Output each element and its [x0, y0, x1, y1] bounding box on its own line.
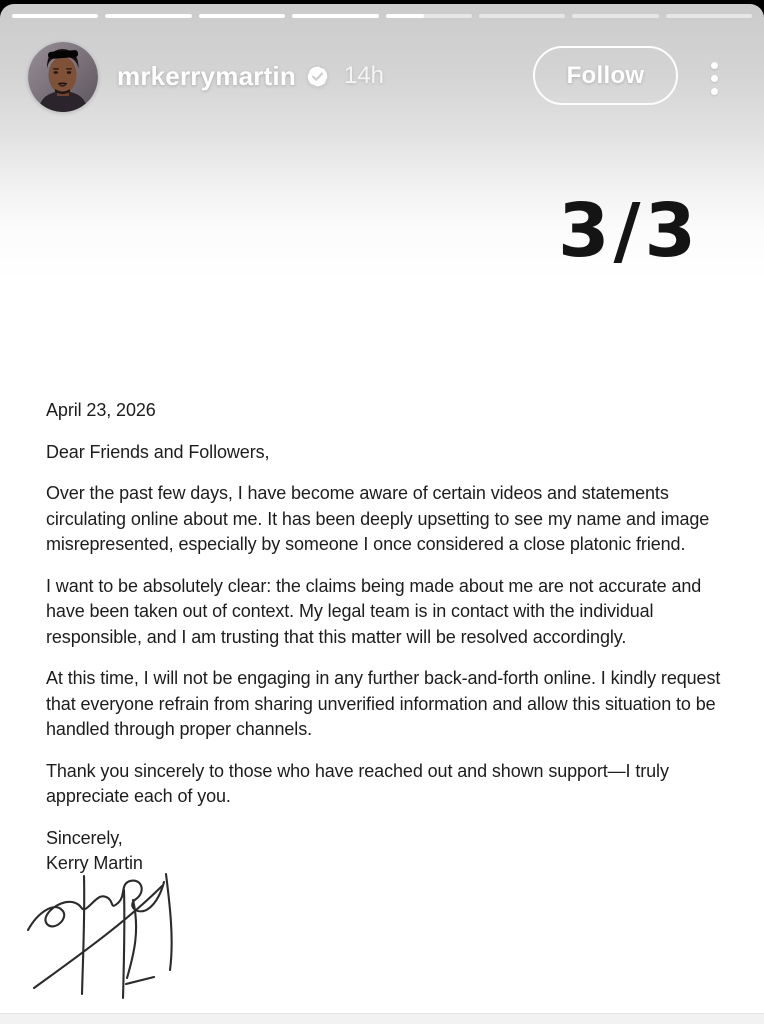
page-indicator: 3/3 — [557, 188, 700, 274]
progress-segment — [292, 14, 378, 18]
verified-badge-icon — [305, 64, 330, 89]
letter-paragraph: I want to be absolutely clear: the claims being made about me are not accurate and have been taken out of context. My legal team is in contact with the individual responsible, and I am trusting that this matter will be resolved accordingly. — [46, 575, 702, 647]
progress-segment — [386, 14, 472, 18]
story-timestamp: 14h — [343, 62, 384, 89]
bottom-divider — [0, 1013, 764, 1024]
progress-fill — [386, 14, 425, 18]
more-options-icon[interactable] — [705, 59, 723, 97]
progress-fill — [105, 14, 191, 18]
progress-segment — [572, 14, 658, 18]
progress-segment — [12, 14, 98, 18]
progress-segment — [666, 14, 752, 18]
progress-fill — [292, 14, 378, 18]
signoff-word: Sincerely, — [46, 827, 123, 848]
dot — [711, 62, 718, 69]
letter-salutation: Dear Friends and Followers, — [46, 441, 270, 462]
progress-segment — [199, 14, 285, 18]
signature-name: Kerry Martin — [46, 853, 143, 873]
username[interactable]: mrkerrymartin — [117, 60, 296, 91]
progress-fill — [12, 14, 98, 18]
statement-letter — [46, 398, 744, 877]
avatar-photo — [28, 42, 98, 112]
progress-segment — [479, 14, 565, 18]
letter-date: April 23, 2026 — [46, 400, 156, 420]
dot — [711, 75, 718, 82]
story-progress-bar — [12, 14, 752, 18]
follow-button[interactable]: Follow — [533, 46, 678, 105]
avatar[interactable] — [28, 42, 98, 112]
progress-fill — [199, 14, 285, 18]
dot — [711, 88, 718, 95]
letter-paragraph: Over the past few days, I have become aware of certain videos and statements circulating online about me. It has been deeply upsetting to see my name and image misrepresented, especially by someone I once considered a close platonic friend. — [46, 483, 710, 554]
handwritten-signature-icon — [14, 860, 176, 1012]
story-canvas[interactable] — [0, 4, 764, 1024]
story-header — [117, 59, 384, 93]
progress-segment — [105, 14, 191, 18]
letter-paragraph: At this time, I will not be engaging in any further back-and-forth online. I kindly request that everyone refrain from sharing unverified information and allow this situation to be handled through proper channels. — [46, 668, 721, 739]
letter-paragraph: Thank you sincerely to those who have reached out and shown support—I truly appreciate each of you. — [46, 760, 669, 806]
